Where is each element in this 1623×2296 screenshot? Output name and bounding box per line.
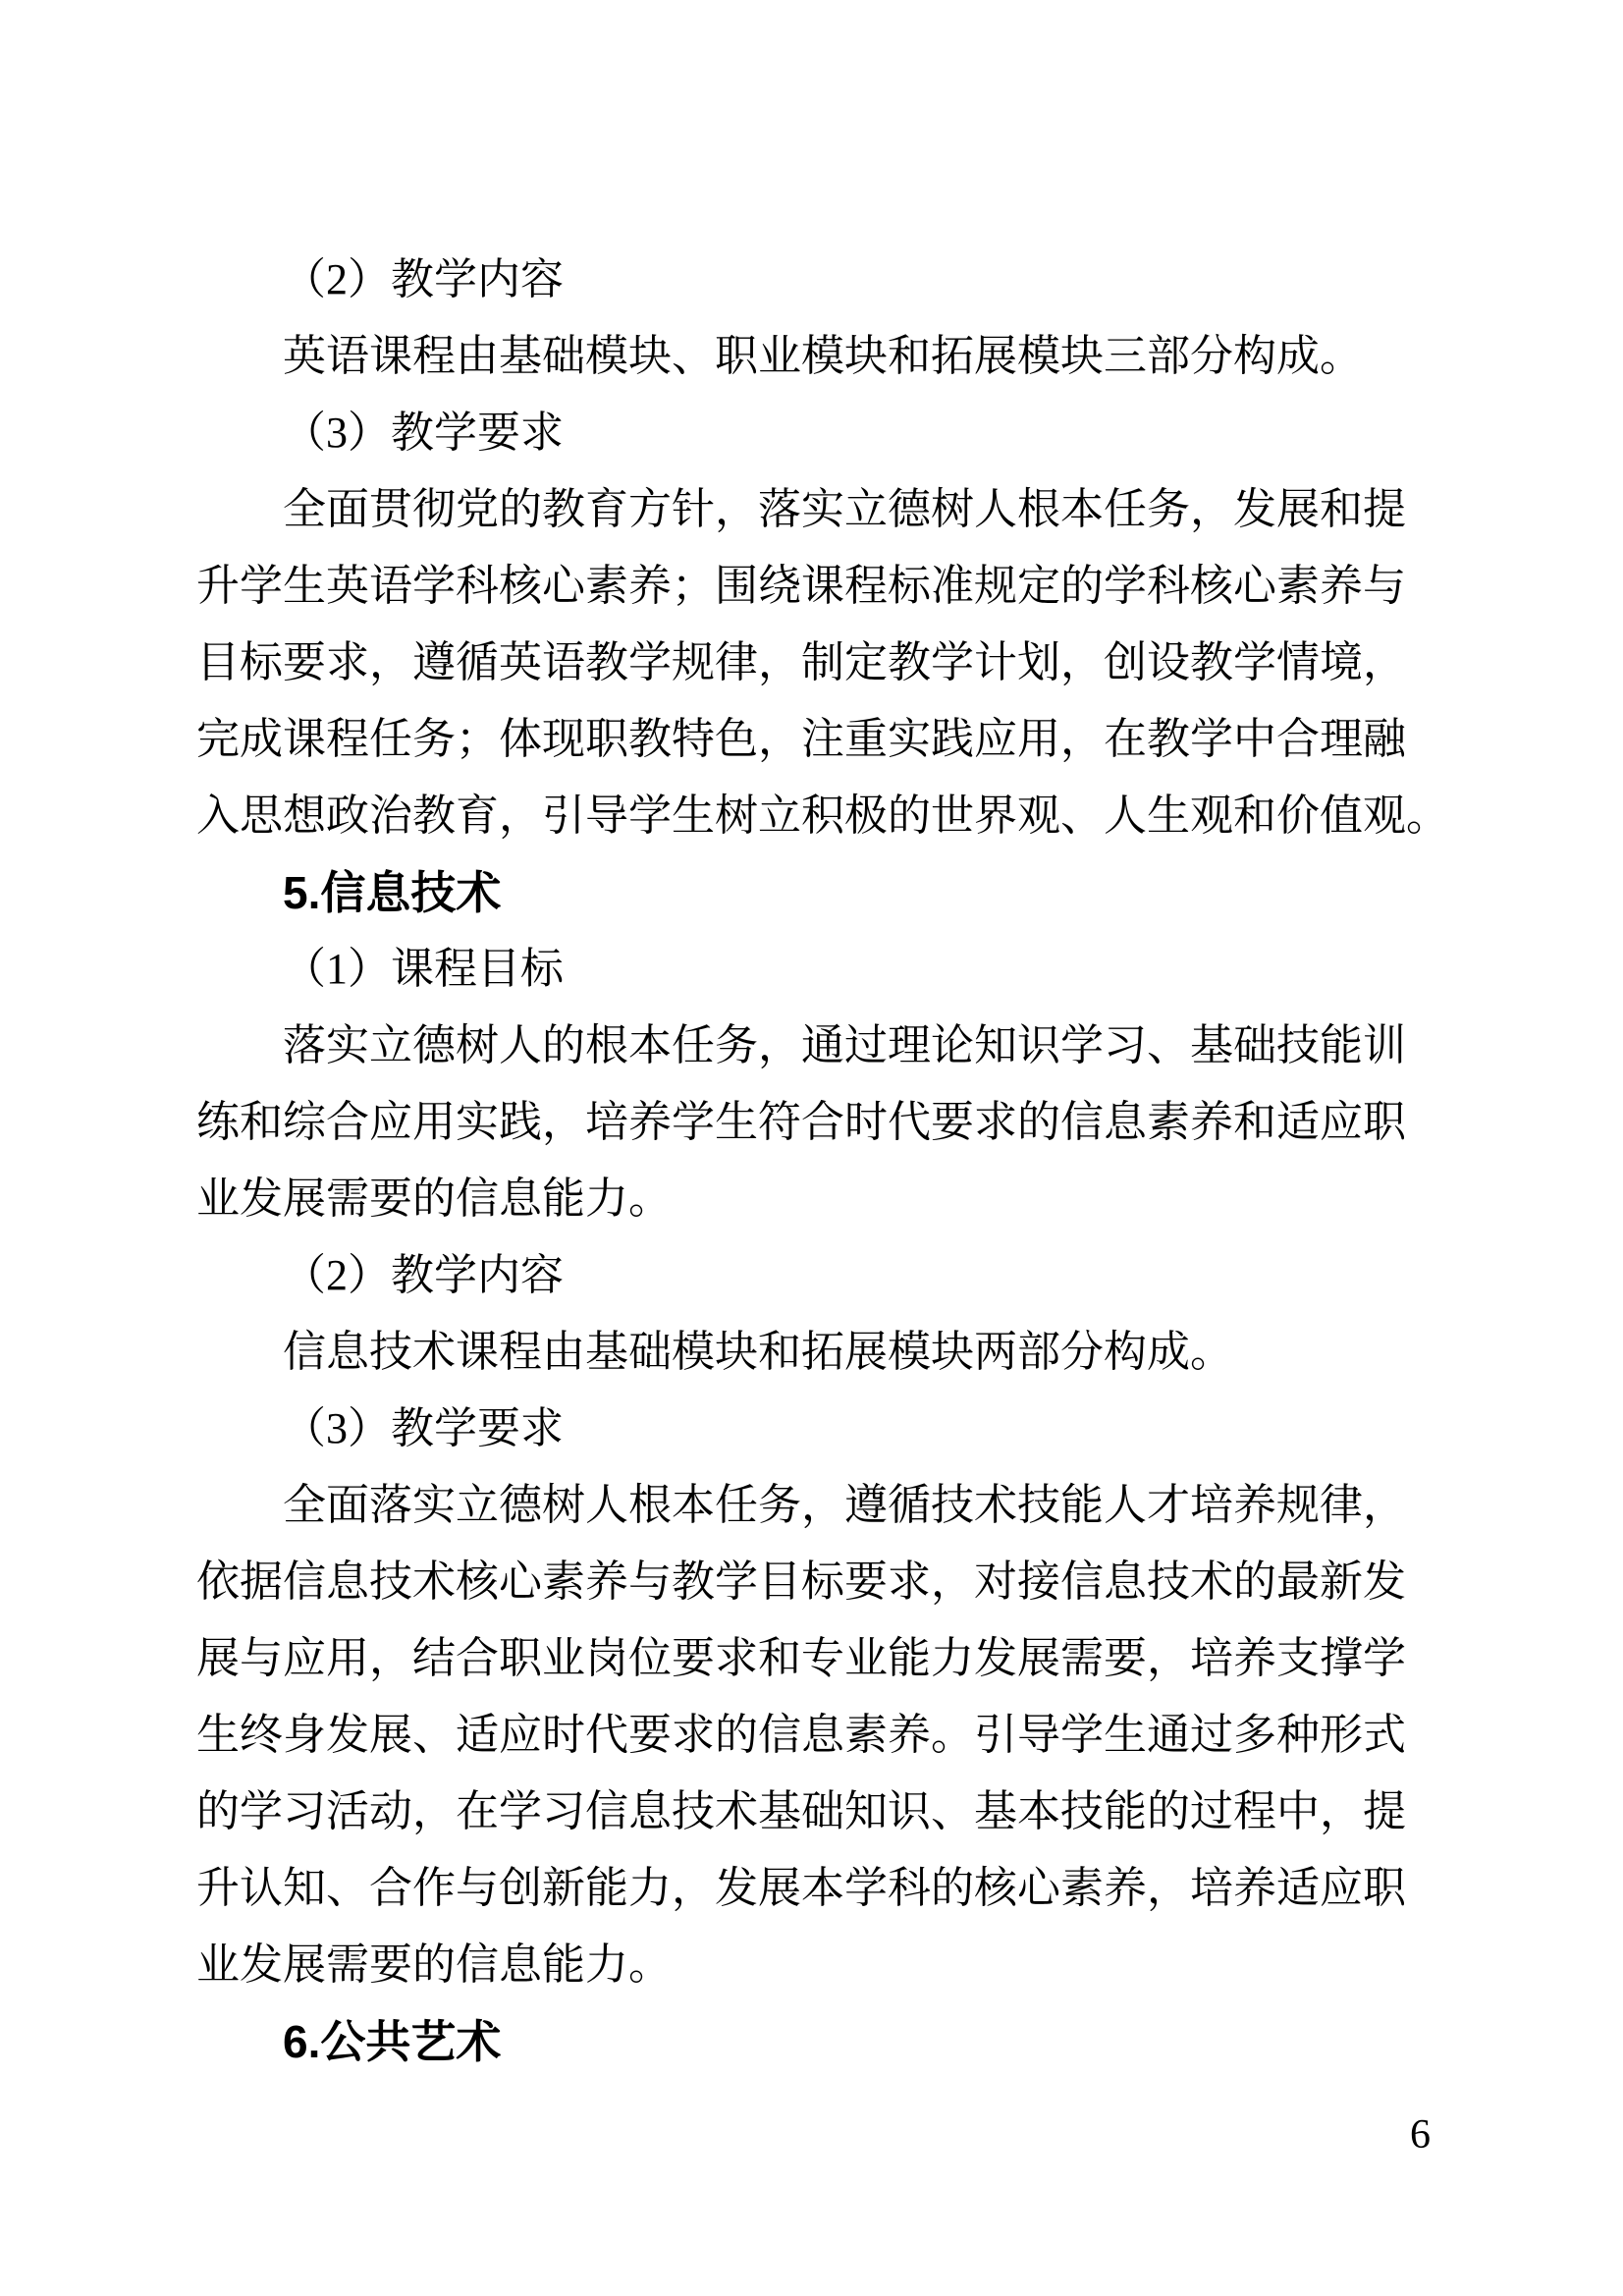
text-line: （2）教学内容 <box>283 1251 564 1299</box>
text-line: 落实立德树人的根本任务，通过理论知识学习、基础技能训 <box>283 1021 1406 1069</box>
subheading-block <box>196 242 1443 318</box>
text-line: 依据信息技术核心素养与教学目标要求，对接信息技术的最新发 <box>196 1558 1406 1606</box>
text-line: 完成课程任务；体现职教特色，注重实践应用，在教学中合理融 <box>196 715 1406 763</box>
text-line: （1）课程目标 <box>283 945 564 993</box>
page-number: 6 <box>1410 2112 1431 2158</box>
text-line: 练和综合应用实践，培养学生符合时代要求的信息素养和适应职 <box>196 1098 1406 1146</box>
subheading-block <box>196 1237 1443 1314</box>
text-line: 业发展需要的信息能力。 <box>196 1941 672 1989</box>
paragraph-block <box>196 318 1443 395</box>
text-line: 6.公共艺术 <box>283 2016 502 2067</box>
text-block <box>196 242 1449 2080</box>
subheading-block <box>196 931 1443 1008</box>
subheading-block <box>196 1391 1443 1467</box>
text-line: 全面落实立德树人根本任务，遵循技术技能人才培养规律， <box>283 1481 1406 1529</box>
text-line: 英语课程由基础模块、职业模块和拓展模块三部分构成。 <box>283 332 1363 380</box>
paragraph-block <box>196 1314 1443 1391</box>
text-line: 生终身发展、适应时代要求的信息素养。引导学生通过多种形式 <box>196 1711 1406 1759</box>
text-line: 升学生英语学科核心素养；围绕课程标准规定的学科核心素养与 <box>196 562 1406 610</box>
text-line: 信息技术课程由基础模块和拓展模块两部分构成。 <box>283 1328 1233 1376</box>
paragraph-block <box>196 1467 1443 2003</box>
text-line: 展与应用，结合职业岗位要求和专业能力发展需要，培养支撑学 <box>196 1634 1406 1682</box>
text-line: 5.信息技术 <box>283 867 502 918</box>
text-line: 业发展需要的信息能力。 <box>196 1175 672 1223</box>
text-line: 升认知、合作与创新能力，发展本学科的核心素养，培养适应职 <box>196 1864 1406 1912</box>
text-line: （3）教学要求 <box>283 1404 564 1452</box>
text-line: （2）教学内容 <box>283 255 564 303</box>
text-line: 目标要求，遵循英语教学规律，制定教学计划，创设教学情境， <box>196 638 1406 686</box>
text-line: 的学习活动，在学习信息技术基础知识、基本技能的过程中，提 <box>196 1787 1406 1835</box>
paragraph-block <box>196 471 1449 854</box>
heading-block <box>196 854 1443 931</box>
text-line: 入思想政治教育，引导学生树立积极的世界观、人生观和价值观。 <box>196 792 1449 840</box>
paragraph-block <box>196 1008 1443 1237</box>
text-line: 全面贯彻党的教育方针，落实立德树人根本任务，发展和提 <box>283 485 1406 533</box>
subheading-block <box>196 395 1443 471</box>
text-line: （3）教学要求 <box>283 409 564 457</box>
heading-block <box>196 2003 1443 2080</box>
